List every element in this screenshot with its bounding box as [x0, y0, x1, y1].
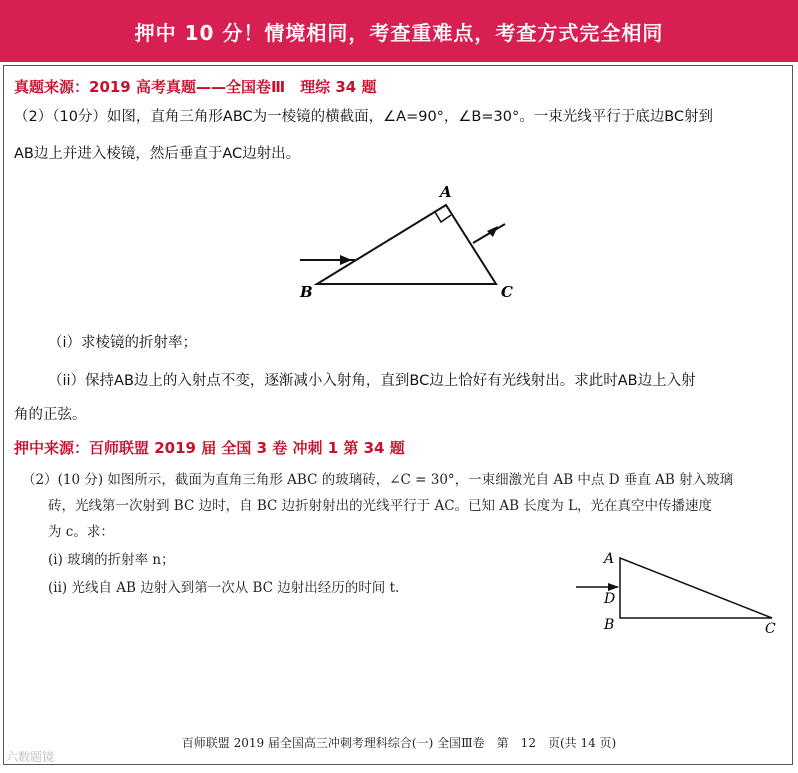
- q2-triangle-figure: [570, 545, 785, 640]
- q1-label-c: C: [501, 283, 513, 301]
- q2-source: 押中来源：百师联盟 2019 届 全国 3 卷 冲刺 1 第 34 题: [14, 439, 405, 457]
- q2-label-c: C: [765, 621, 776, 637]
- content-frame: [3, 65, 793, 765]
- q2-sub1: (i) 玻璃的折射率 n；: [48, 552, 175, 568]
- page-footer: 百师联盟 2019 届全国高三冲刺考理科综合(一) 全国Ⅲ卷 第 12 页(共 14 页): [181, 736, 617, 750]
- q2-sub2: (ii) 光线自 AB 边射入到第一次从 BC 边射出经历的时间 t.: [48, 580, 400, 596]
- q1-sub2b: 角的正弦。: [14, 407, 87, 423]
- q2-line2: 砖，光线第一次射到 BC 边时，自 BC 边折射射出的光线平行于 AC。已知 AB 长度为 L，光在真空中传播速度: [48, 498, 713, 514]
- watermark-logo: 六数题镜: [6, 750, 55, 764]
- q2-label-b: B: [604, 617, 615, 633]
- q1-sub2a: （ii）保持AB边上的入射点不变，逐渐减小入射角，直到BC边上恰好有光线射出。求此时AB边上入射: [48, 373, 696, 389]
- q1-label-a: A: [440, 183, 452, 201]
- q1-triangle-figure: [290, 180, 530, 305]
- q1-line1: （2）（10分）如图，直角三角形ABC为一棱镜的横截面，∠A=90°，∠B=30°。一束光线平行于底边BC射到: [14, 109, 714, 125]
- header-banner: [0, 0, 798, 62]
- q2-line1: （2）(10 分) 如图所示，截面为直角三角形 ABC 的玻璃砖，∠C = 30°，一束细激光自 AB 中点 D 垂直 AB 射入玻璃: [22, 472, 734, 488]
- banner-title: 押中 10 分！情境相同，考查重难点，考查方式完全相同: [134, 20, 664, 45]
- q2-line3: 为 c。求：: [48, 524, 114, 540]
- q2-label-d: D: [604, 591, 616, 607]
- q1-label-b: B: [300, 283, 313, 301]
- q1-line2: AB边上并进入棱镜，然后垂直于AC边射出。: [14, 146, 301, 162]
- q2-label-a: A: [604, 551, 615, 567]
- q1-sub1: （i）求棱镜的折射率；: [48, 335, 198, 351]
- q1-source: 真题来源：2019 高考真题——全国卷Ⅲ 理综 34 题: [14, 78, 377, 96]
